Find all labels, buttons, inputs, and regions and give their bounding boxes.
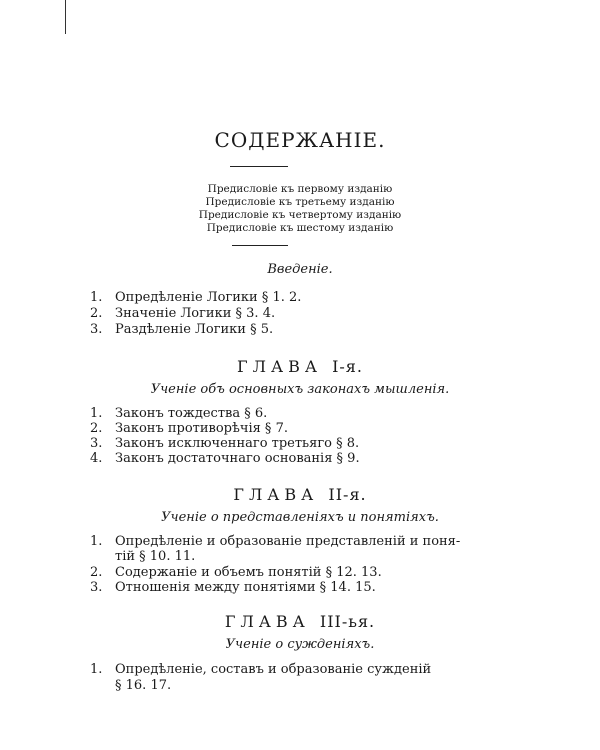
chapter-number: II-я.	[328, 485, 367, 504]
toc-entry-text: Опредѣленіе и образованіе представленій и поня-	[115, 534, 461, 549]
toc-entry	[90, 306, 275, 322]
toc-entry	[90, 406, 267, 422]
page-edge-line	[65, 0, 66, 34]
page-title: СОДЕРЖАНІЕ.	[214, 128, 386, 152]
preface-line: Предисловіе къ первому изданію	[207, 183, 393, 195]
toc-entry	[90, 565, 382, 581]
chapter-subtitle: Ученіе о сужденіяхъ.	[225, 637, 375, 652]
toc-entry-number: 2.	[90, 565, 103, 580]
toc-entry-text: Законъ достаточнаго основанія § 9.	[115, 451, 360, 466]
toc-entry-text: Содержаніе и объемъ понятій § 12. 13.	[115, 565, 382, 580]
toc-entry-number: 1.	[90, 534, 103, 549]
toc-entry-continuation: тій § 10. 11.	[115, 549, 196, 564]
chapter-subtitle: Ученіе о представленіяхъ и понятіяхъ.	[161, 510, 439, 525]
toc-entry-text: Законъ противорѣчія § 7.	[115, 421, 288, 436]
toc-entry	[90, 534, 460, 550]
divider	[232, 245, 288, 246]
introduction-heading: Введеніе.	[267, 262, 333, 277]
chapter-label: ГЛАВА	[233, 485, 319, 504]
divider	[230, 166, 288, 167]
toc-entry-number: 1.	[90, 662, 103, 677]
chapter-label: ГЛАВА	[237, 357, 322, 376]
toc-entry-number: 3.	[90, 436, 103, 451]
toc-entry-number: 2.	[90, 306, 103, 321]
chapter-heading	[0, 485, 600, 504]
chapter-heading	[0, 357, 600, 376]
toc-entry-text: Законъ исключеннаго третьяго § 8.	[115, 436, 360, 451]
toc-entry-continuation: § 16. 17.	[115, 678, 172, 693]
toc-entry	[90, 290, 301, 306]
toc-entry-text: Опредѣленіе Логики § 1. 2.	[115, 290, 302, 305]
toc-entry-text: Раздѣленіе Логики § 5.	[115, 322, 274, 337]
chapter-number: III-ья.	[319, 612, 376, 631]
chapter-subtitle: Ученіе объ основныхъ законахъ мышленія.	[150, 382, 450, 397]
toc-entry-number: 3.	[90, 580, 103, 595]
toc-entry	[90, 322, 273, 338]
toc-entry	[90, 662, 431, 678]
preface-line: Предисловіе къ третьему изданію	[205, 196, 395, 208]
toc-entry-text: Отношенія между понятіями § 14. 15.	[115, 580, 376, 595]
toc-entry-text: Значеніе Логики § 3. 4.	[115, 306, 276, 321]
toc-entry-number: 1.	[90, 406, 103, 421]
chapter-heading	[0, 612, 600, 631]
toc-entry	[90, 421, 288, 437]
toc-entry-number: 4.	[90, 451, 103, 466]
toc-entry	[90, 580, 376, 596]
toc-entry-number: 1.	[90, 290, 103, 305]
toc-entry-text: Законъ тождества § 6.	[115, 406, 268, 421]
toc-entry-number: 3.	[90, 322, 103, 337]
chapter-label: ГЛАВА	[224, 612, 310, 631]
toc-entry	[90, 451, 360, 467]
preface-line: Предисловіе къ шестому изданію	[206, 222, 394, 234]
toc-entry	[90, 436, 359, 452]
preface-line: Предисловіе къ четвертому изданію	[198, 209, 402, 221]
chapter-number: I-я.	[332, 357, 363, 376]
toc-entry-text: Опредѣленіе, составъ и образованіе сужденій	[115, 662, 432, 677]
toc-entry-number: 2.	[90, 421, 103, 436]
